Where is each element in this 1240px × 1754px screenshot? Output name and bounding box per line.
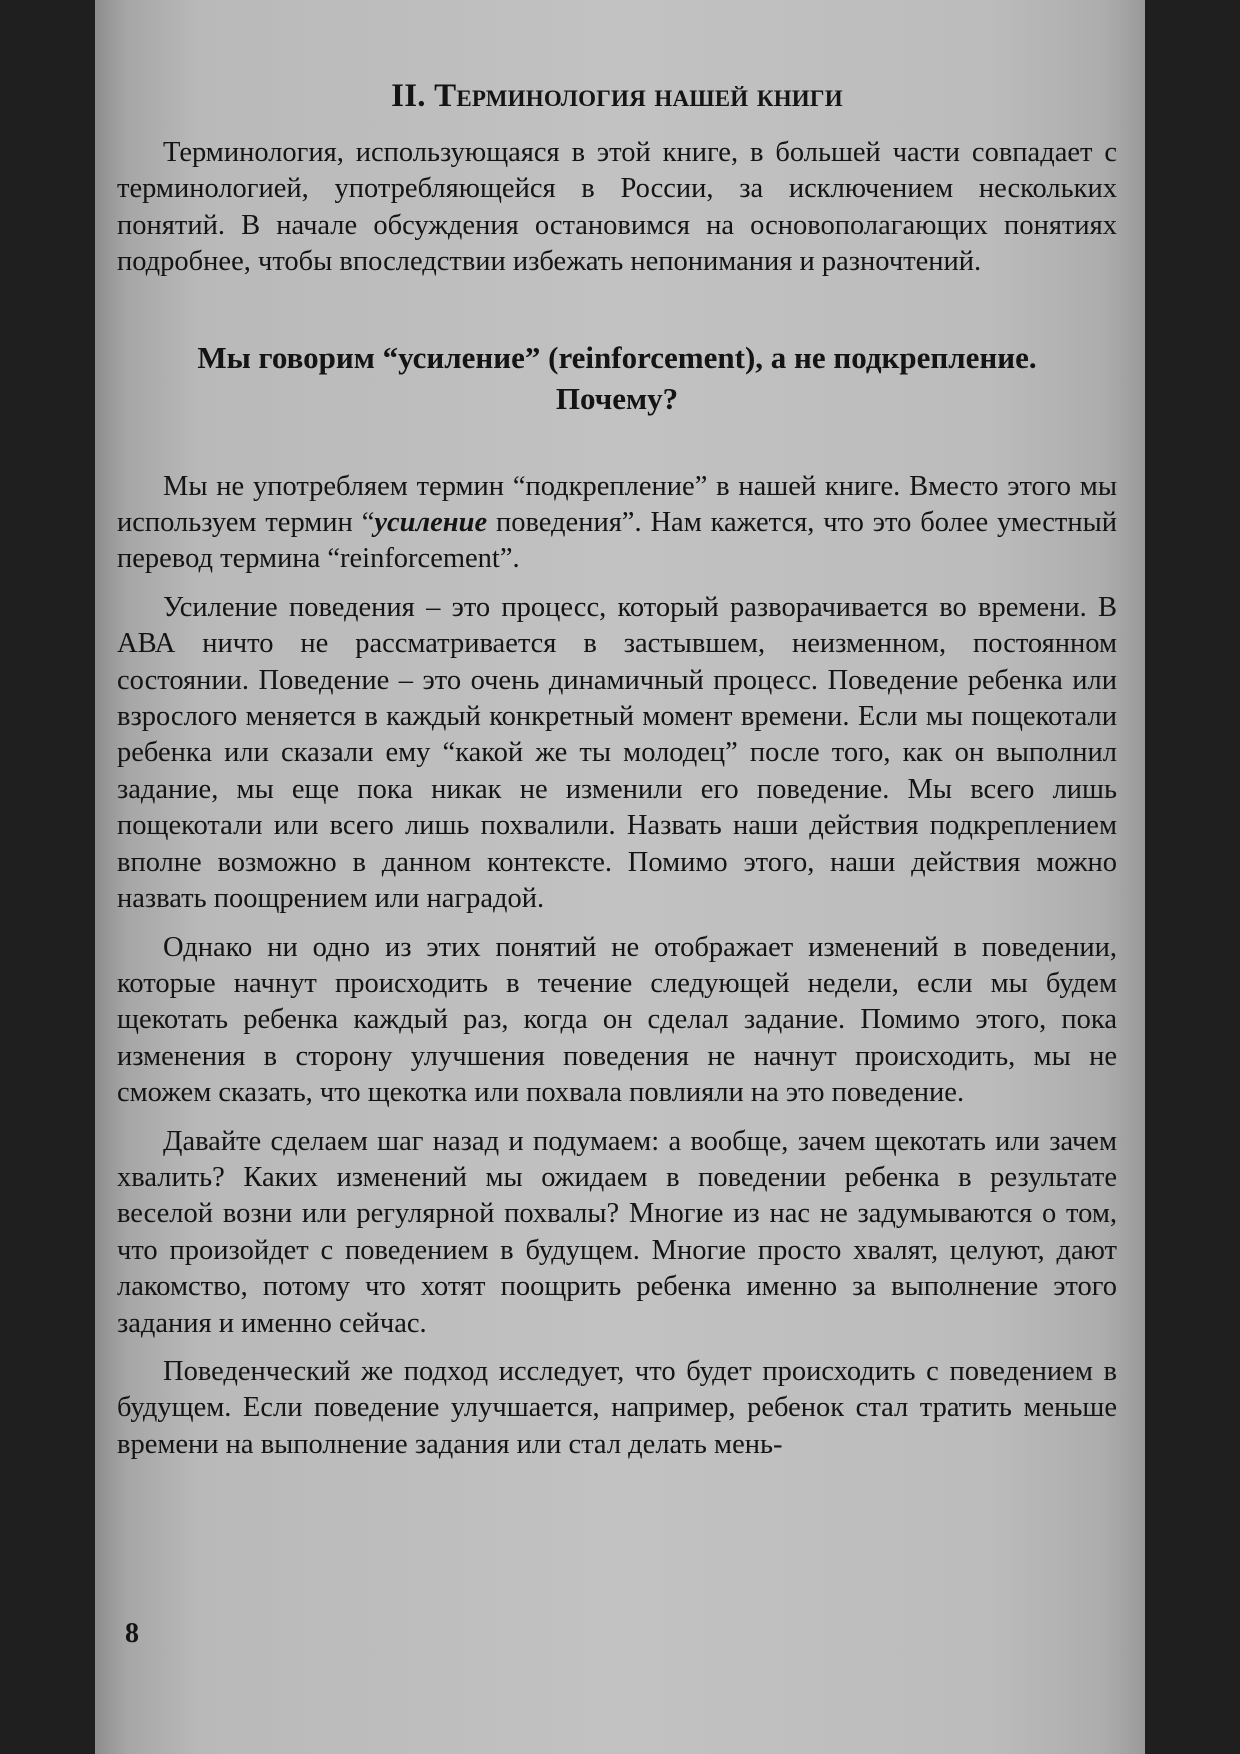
chapter-title	[117, 78, 1117, 115]
emphasized-term: усиление	[374, 507, 488, 539]
paragraph-text-before: Мы не употребляем термин “подкрепление” в нашей книге. Вместо этого мы используем термин “	[117, 470, 1117, 539]
paragraph-process: Усиление поведения – это процесс, который разворачивается во времени. В АВА ничто не рассматривается в застывшем, неизменном, постоянном состоянии. Поведение – это очень динамичный процесс. Поведение ребенка или взрослого меняется в каждый конкретный момент времени. Если мы пощекотали ребенка или сказали ему “какой же ты молодец” после того, как он выполнил задание, мы еще пока никак не изменили его поведение. Мы всего лишь пощекотали или всего лишь похвалили. Назвать наши действия подкреплением вполне возможно в данном контексте. Помимо этого, наши действия можно назвать поощрением или наградой.	[117, 591, 1117, 915]
paragraph-step-back: Давайте сделаем шаг назад и подумаем: а вообще, зачем щекотать или зачем хвалить? Каких изменений мы ожидаем в поведении ребенка в результате веселой возни или регулярной похвалы? Многие из нас не задумываются о том, что произойдет с поведением в будущем. Многие просто хвалят, целуют, дают лакомство, потому что хотят поощрить ребенка именно за выполнение этого задания и именно сейчас.	[117, 1125, 1117, 1339]
page-content	[117, 78, 1117, 1463]
page-number: 8	[125, 1618, 139, 1649]
paragraph-text-after: поведения”. Нам кажется, что это более уместный перевод термина “reinforcement”.	[117, 507, 1117, 575]
paragraph-reinforcement-term	[117, 469, 1117, 578]
section-heading-line-1: Мы говорим “усиление” (reinforcement), а не подкрепление.	[197, 339, 1037, 375]
book-page	[95, 0, 1145, 1754]
intro-paragraph: Терминология, использующаяся в этой книге, в большей части совпадает с терминологией, употребляющейся в России, за исключением нескольких понятий. В начале обсуждения остановимся на основополагающих понятиях подробнее, чтобы впоследствии избежать непонимания и разночтений.	[117, 137, 1117, 278]
section-heading	[117, 337, 1117, 419]
paragraph-concepts: Однако ни одно из этих понятий не отображает изменений в поведении, которые начнут происходить в течение следующей недели, если мы будем щекотать ребенка каждый раз, когда он сделал задание. Помимо этого, пока изменения в сторону улучшения поведения не начнут происходить, мы не сможем сказать, что щекотка или похвала повлияли на это поведение.	[117, 931, 1117, 1109]
section-heading-line-2: Почему?	[555, 380, 679, 416]
chapter-number: II.	[391, 78, 426, 114]
paragraph-behavioral-approach: Поведенческий же подход исследует, что будет происходить с поведением в будущем. Если поведение улучшается, например, ребенок стал тратить меньше времени на выполнение задания или стал делать мень-	[117, 1355, 1117, 1460]
chapter-title-text: Терминология нашей книги	[434, 78, 843, 114]
